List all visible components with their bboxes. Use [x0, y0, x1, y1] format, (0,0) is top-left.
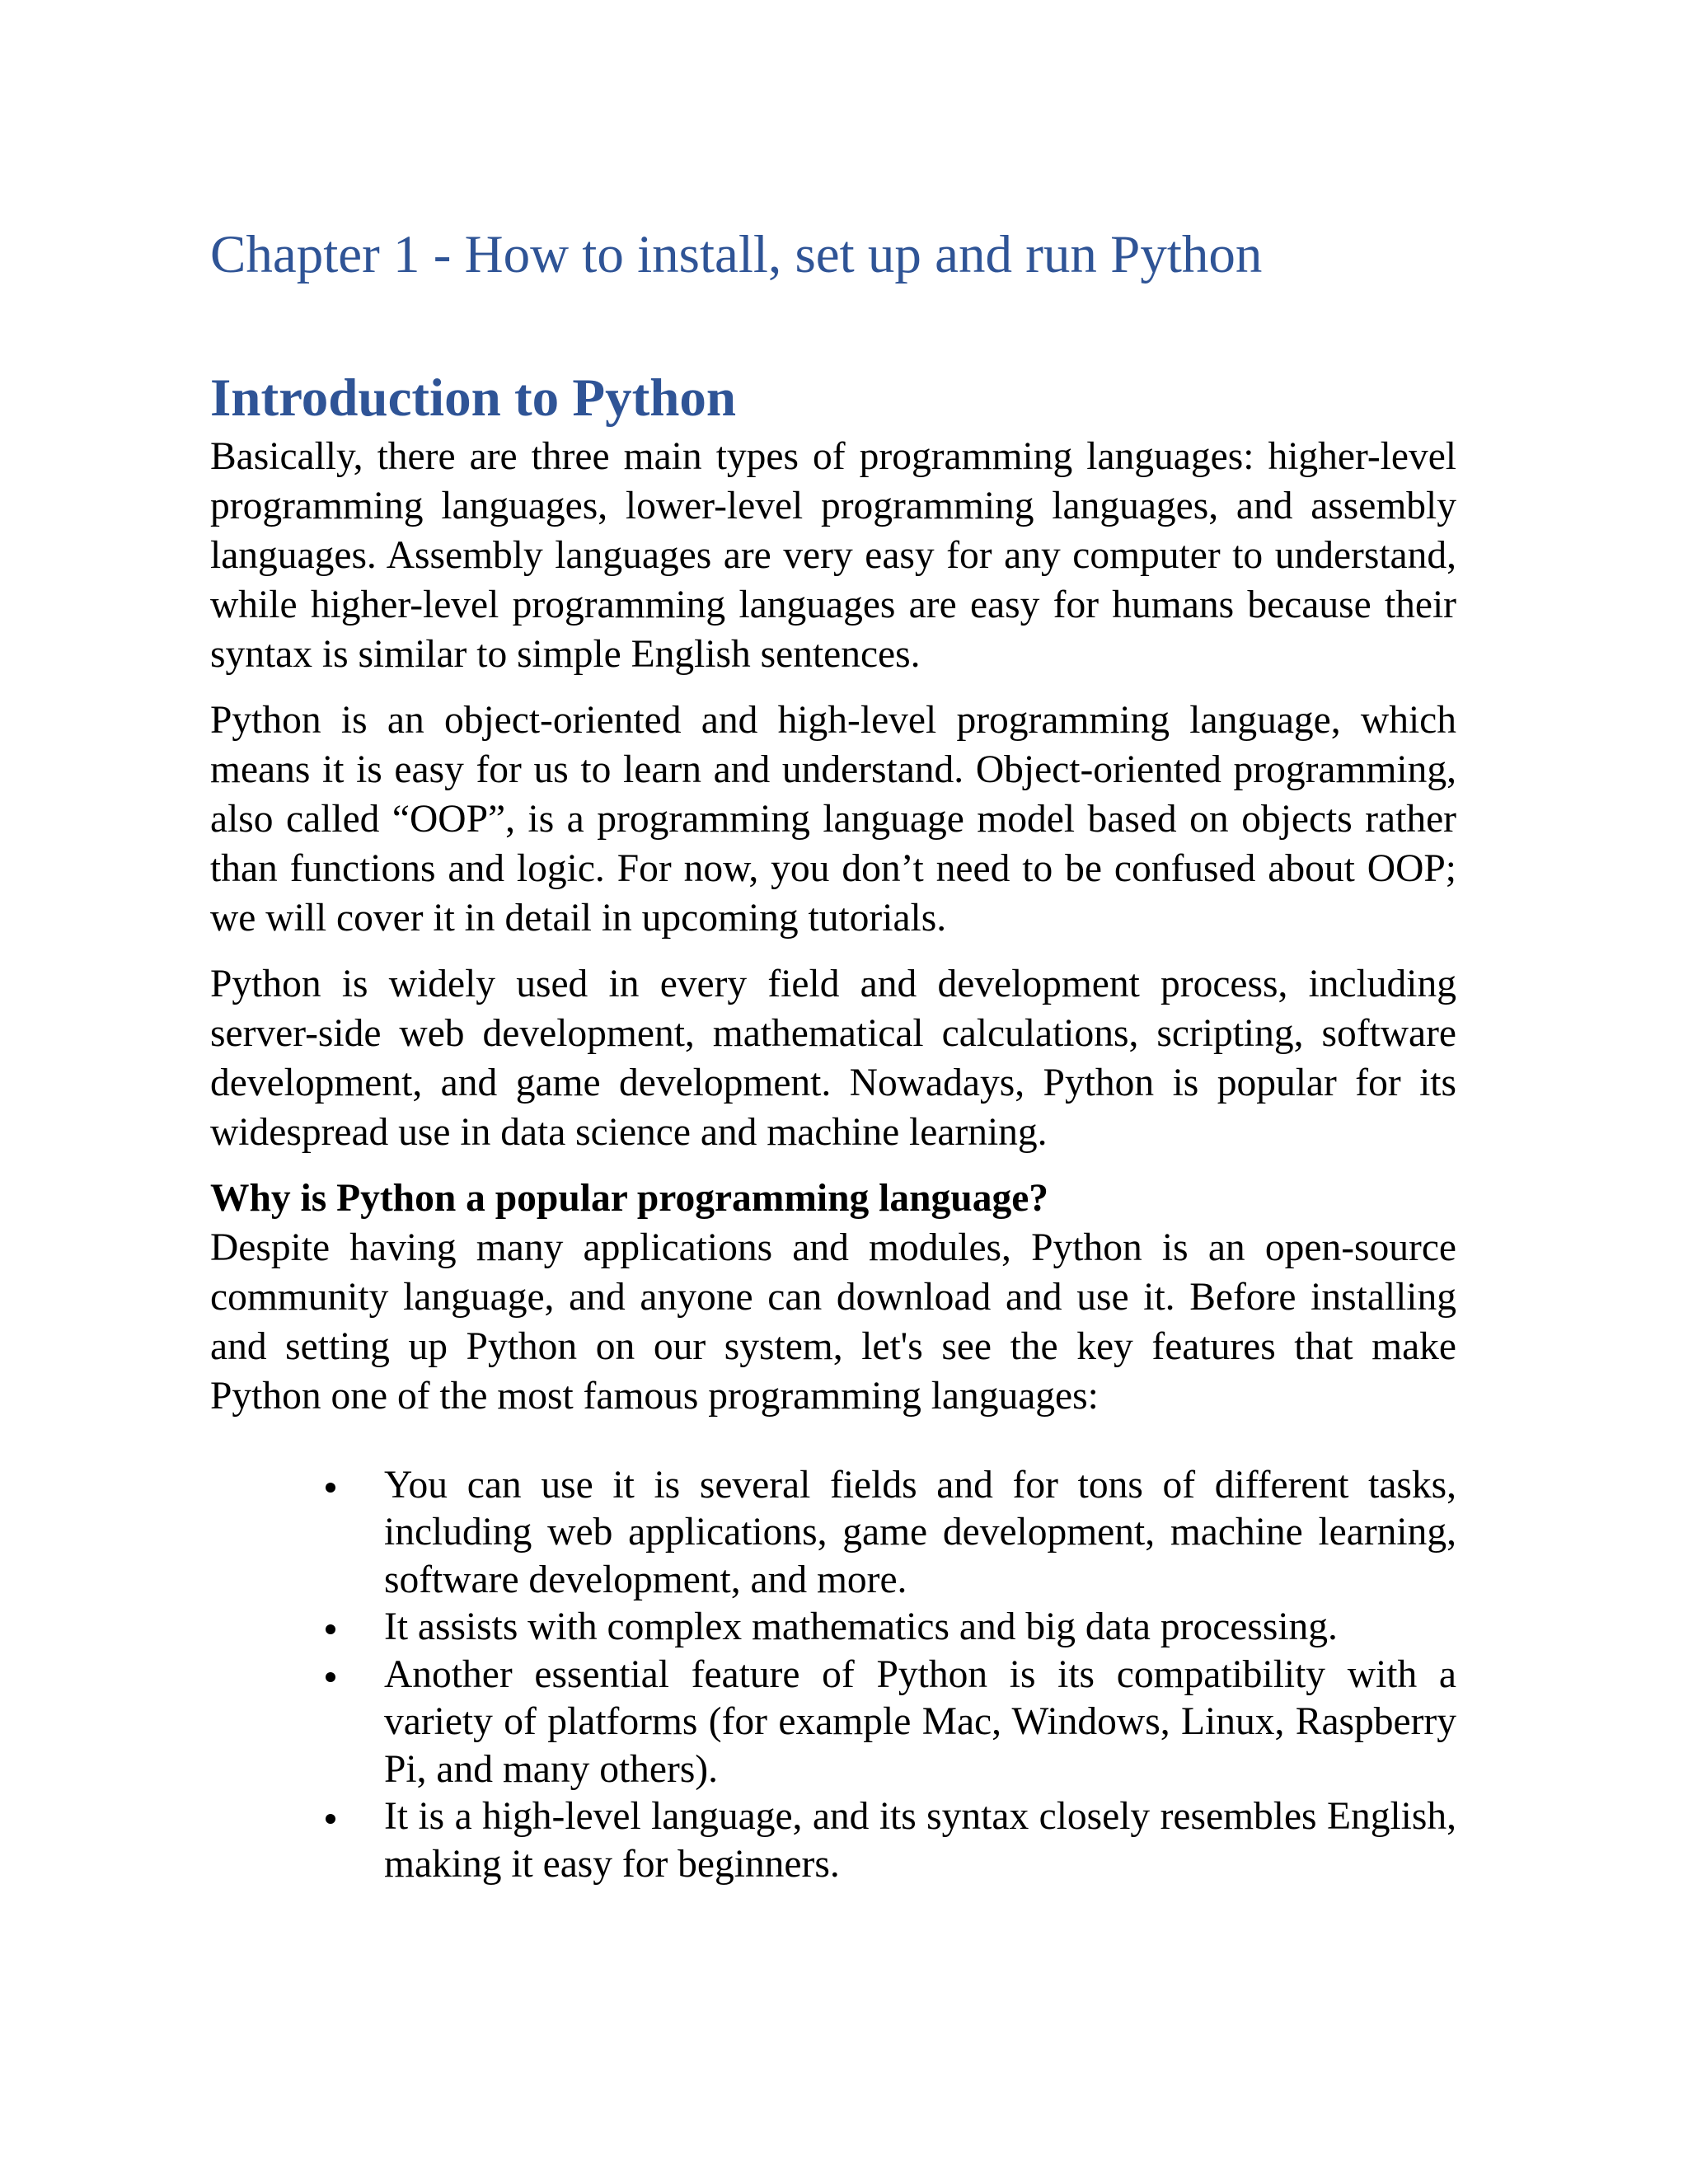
chapter-title: Chapter 1 - How to install, set up and run Python [210, 225, 1263, 284]
list-item [210, 1604, 1456, 1652]
bullet-icon [326, 1624, 335, 1634]
bullet-icon [326, 1483, 335, 1493]
list-item-text: It is a high-level language, and its syntax closely resembles English, making it easy for beginners. [384, 1795, 1456, 1886]
subheading-why-python: Why is Python a popular programming language? [210, 1176, 1049, 1220]
paragraph-features-intro: Despite having many applications and modules, Python is an open-source community language, and anyone can download and use it. Before installing and setting up Python on our system, let's see the key features that make Python one of the most famous programming languages: [210, 1226, 1456, 1418]
list-item [210, 1793, 1456, 1888]
feature-list [210, 1462, 1456, 1889]
list-item-text: Another essential feature of Python is its compatibility with a variety of platforms (for example Mac, Windows, Linux, Raspberry Pi, and many others). [384, 1652, 1456, 1791]
paragraph-intro: Basically, there are three main types of programming languages: higher-level programming languages, lower-level programming languages, and assembly languages. Assembly languages are very easy for any computer to understand, while higher-level programming languages are easy for humans because their syntax is similar to simple English sentences. [210, 434, 1456, 676]
paragraph-usage: Python is widely used in every field and development process, including server-side web development, mathematical calculations, scripting, software development, and game development. Nowadays, Python is popular for its widespread use in data science and machine learning. [210, 962, 1456, 1154]
bullet-icon [326, 1814, 335, 1824]
list-item-text: You can use it is several fields and for tons of different tasks, including web applications, game development, machine learning, software development, and more. [384, 1463, 1456, 1601]
list-item-text: It assists with complex mathematics and big data processing. [384, 1605, 1338, 1648]
list-item [210, 1462, 1456, 1605]
paragraph-oop: Python is an object-oriented and high-level programming language, which means it is easy for us to learn and understand. Object-oriented programming, also called “OOP”, is a programming language model based on objects rather than functions and logic. For now, you don’t need to be confused about OOP; we will cover it in detail in upcoming tutorials. [210, 698, 1456, 940]
section-heading: Introduction to Python [210, 368, 737, 428]
bullet-icon [326, 1672, 335, 1682]
list-item [210, 1652, 1456, 1794]
document-page [210, 223, 1456, 1888]
